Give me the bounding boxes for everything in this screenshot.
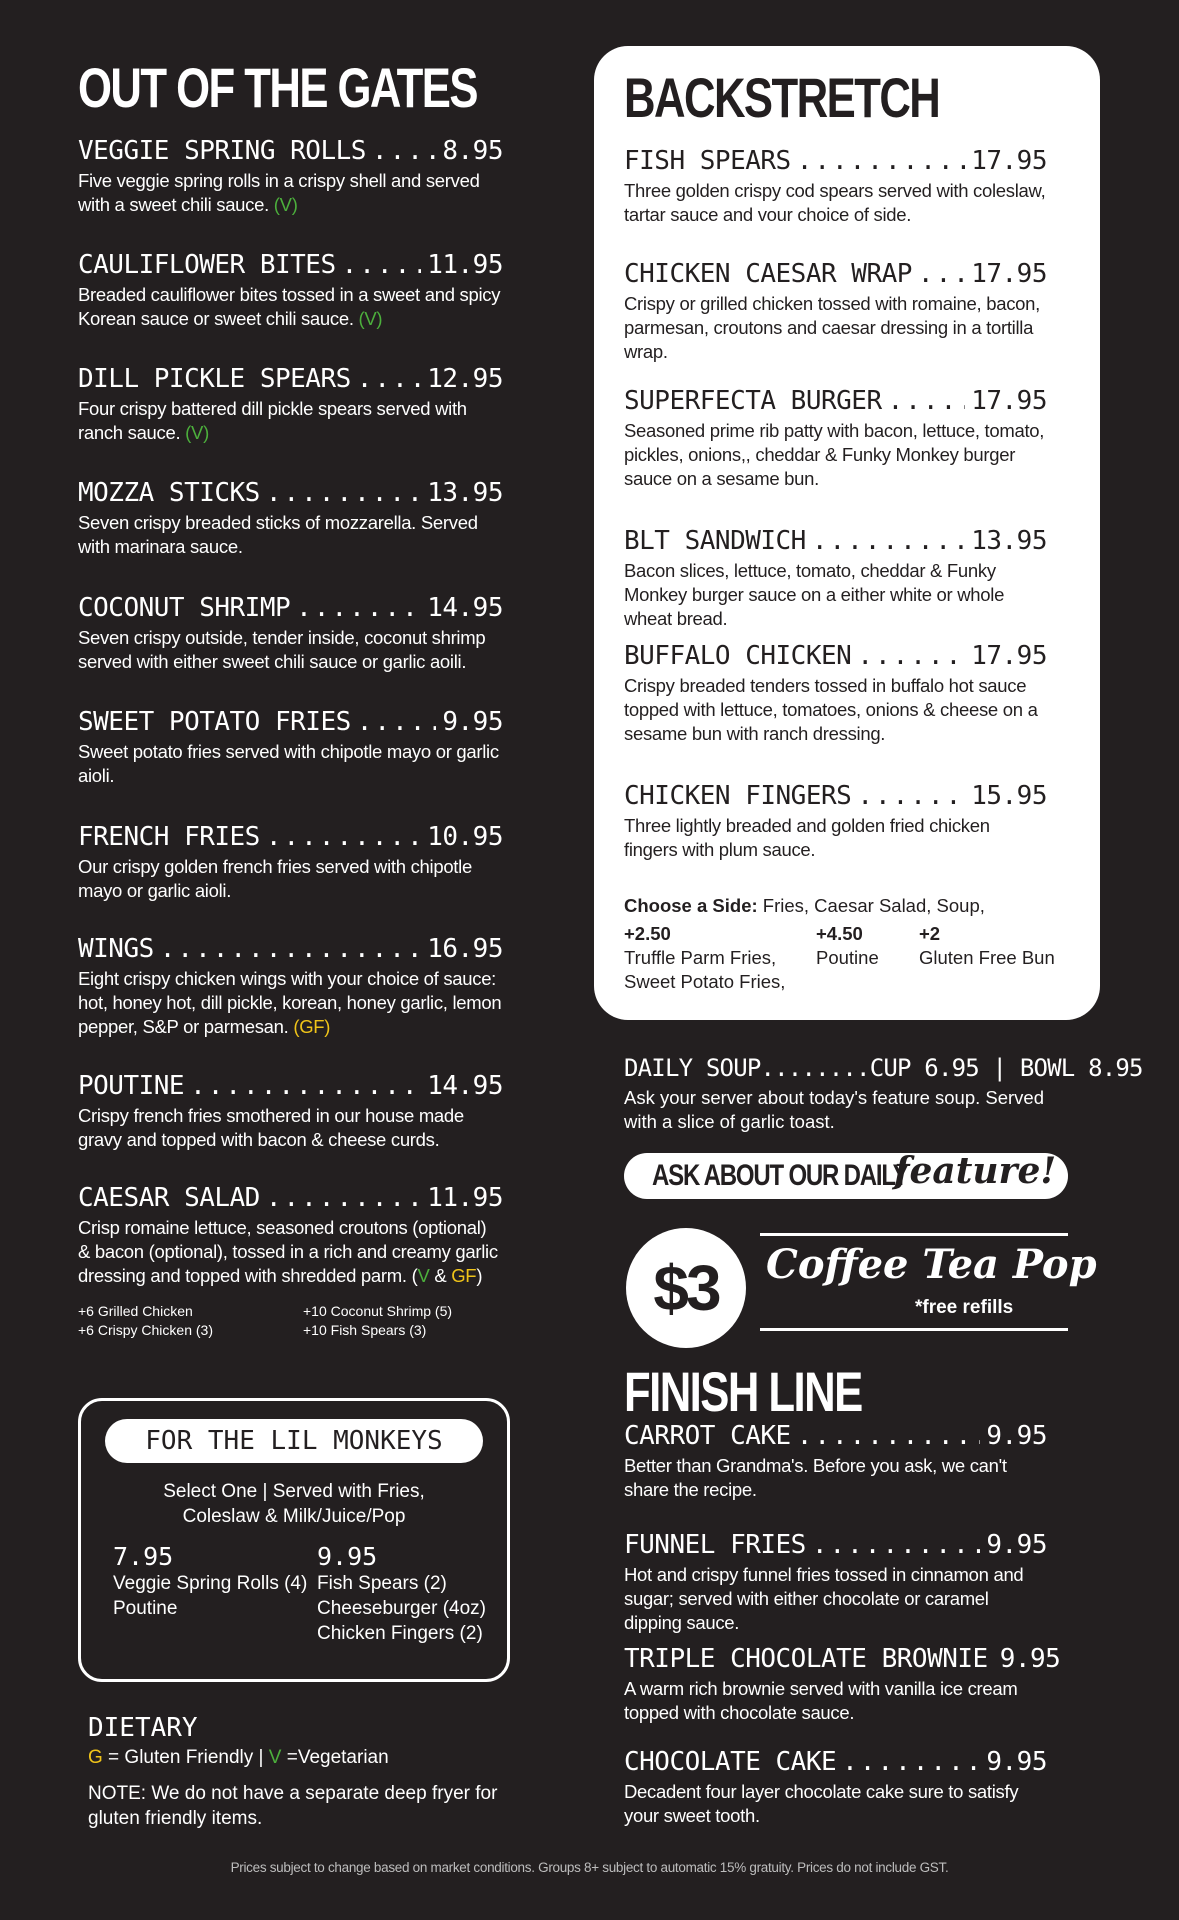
item-price: 14.95 <box>427 1071 503 1101</box>
menu-item-veggie-spring-rolls <box>78 136 503 217</box>
footer-disclaimer: Prices subject to change based on market conditions. Groups 8+ subject to automatic 15% gratuity. Prices do not include GST. <box>230 1860 949 1875</box>
drinks-price-circle: $3 <box>626 1228 746 1348</box>
addon-fish-spears: +10 Fish Spears (3) <box>303 1322 427 1338</box>
leader-dots <box>372 136 436 166</box>
item-price: 9.95 <box>986 1530 1047 1560</box>
item-description: Four crispy battered dill pickle spears served with ranch sauce. (V) <box>78 398 467 443</box>
item-price: 15.95 <box>971 781 1047 811</box>
menu-item-chocolate-cake <box>624 1747 1047 1828</box>
item-name: WINGS <box>78 934 154 964</box>
menu-item-funnel-fries <box>624 1530 1047 1635</box>
daily-feature-text: ASK ABOUT OUR DAILY <box>652 1159 908 1192</box>
side-upgrade-3: +2 Gluten Free Bun <box>919 923 1055 968</box>
side-upgrade-2: +4.50 Poutine <box>816 923 879 968</box>
leader-dots <box>357 707 437 737</box>
item-price: 17.95 <box>971 641 1047 671</box>
backstretch-panel <box>594 46 1100 1020</box>
daily-feature-banner <box>624 1150 1068 1199</box>
item-price: 9.95 <box>986 1421 1047 1451</box>
leader-dots <box>266 1183 421 1213</box>
drinks-bottom-rule <box>760 1328 1068 1331</box>
item-price: 12.95 <box>427 364 503 394</box>
item-name: POUTINE <box>78 1071 185 1101</box>
vegetarian-tag: V <box>417 1265 430 1286</box>
drinks-note: *free refills <box>915 1297 1014 1318</box>
item-description: Sweet potato fries served with chipotle mayo or garlic aioli. <box>78 741 499 786</box>
vegetarian-tag: (V) <box>273 194 298 215</box>
item-description: Bacon slices, lettuce, tomato, cheddar & Funky Monkey burger sauce on a either white or whole wheat bread. <box>624 560 1005 629</box>
leader-dots: ........ <box>760 1054 870 1082</box>
item-description: Three lightly breaded and golden fried chicken fingers with plum sauce. <box>624 815 990 860</box>
daily-soup <box>624 1053 1143 1134</box>
daily-feature-script: feature! <box>894 1150 1057 1192</box>
item-price: 16.95 <box>427 934 503 964</box>
menu-item-mozza-sticks <box>78 478 503 559</box>
item-description: Decadent four layer chocolate cake sure to satisfy your sweet tooth. <box>624 1781 1019 1826</box>
item-price: 17.95 <box>971 386 1047 416</box>
lil-monkeys-title: FOR THE LIL MONKEYS <box>105 1419 483 1463</box>
section-title-finish-line: FINISH LINE <box>624 1360 862 1423</box>
menu-item-french-fries <box>78 822 503 903</box>
lil-monkeys-item: Chicken Fingers (2) <box>317 1623 483 1644</box>
item-name: TRIPLE CHOCOLATE BROWNIE <box>624 1644 988 1674</box>
item-name: FUNNEL FRIES <box>624 1530 806 1560</box>
dietary-legend: G = Gluten Friendly | V =Vegetarian <box>88 1747 389 1768</box>
lil-monkeys-item: Fish Spears (2) <box>317 1573 447 1594</box>
leader-dots <box>342 250 422 280</box>
item-name: VEGGIE SPRING ROLLS <box>78 136 366 166</box>
side-upgrade-1: +2.50 Truffle Parm Fries, Sweet Potato Fries, <box>624 923 786 992</box>
item-name: MOZZA STICKS <box>78 478 260 508</box>
item-name: CAESAR SALAD <box>78 1183 260 1213</box>
item-price: 9.95 <box>442 707 503 737</box>
daily-soup-description: Ask your server about today's feature soup. Served with a slice of garlic toast. <box>624 1087 1045 1132</box>
addon-coconut-shrimp: +10 Coconut Shrimp (5) <box>303 1303 453 1319</box>
item-description: Our crispy golden french fries served with chipotle mayo or garlic aioli. <box>78 856 472 901</box>
leader-dots <box>918 259 965 289</box>
lil-monkeys-col-1 <box>113 1543 307 1621</box>
item-price: 14.95 <box>427 593 503 623</box>
menu-item-coconut-shrimp <box>78 593 503 674</box>
item-description: Three golden crispy cod spears served with coleslaw, tartar sauce and vour choice of side. <box>624 180 1046 225</box>
item-description: Crispy or grilled chicken tossed with romaine, bacon, parmesan, croutons and caesar dressing in a tortilla wrap. <box>624 293 1040 362</box>
menu-item-triple-chocolate-brownie <box>624 1644 1061 1725</box>
item-description: Crispy french fries smothered in our house made gravy and topped with bacon & cheese curds. <box>78 1105 464 1150</box>
item-name: CHOCOLATE CAKE <box>624 1747 837 1777</box>
menu-item-cauliflower-bites <box>78 250 503 331</box>
daily-soup-name: DAILY SOUP <box>624 1054 761 1082</box>
leader-dots <box>842 1747 980 1777</box>
leader-dots <box>190 1071 421 1101</box>
item-name: DILL PICKLE SPEARS <box>78 364 351 394</box>
section-title-out-of-the-gates: OUT OF THE GATES <box>78 56 477 119</box>
item-price: 11.95 <box>427 250 503 280</box>
leader-dots <box>857 781 965 811</box>
menu-item-blt-sandwich <box>624 526 1047 631</box>
item-description: Eight crispy chicken wings with your choice of sauce: hot, honey hot, dill pickle, korean, honey garlic, lemon pepper, S&P or parmesan. (GF) <box>78 968 502 1037</box>
item-name: CAULIFLOWER BITES <box>78 250 336 280</box>
item-description: Crisp romaine lettuce, seasoned croutons (optional) & bacon (optional), tossed in a rich and creamy garlic dressing and topped with shredded parm. (V & GF) <box>78 1217 498 1286</box>
drinks-top-rule <box>760 1233 1068 1236</box>
addon-grilled-chicken: +6 Grilled Chicken <box>78 1303 193 1319</box>
leader-dots <box>857 641 965 671</box>
item-name: BLT SANDWICH <box>624 526 806 556</box>
lil-monkeys-item: Veggie Spring Rolls (4) <box>113 1573 308 1594</box>
item-price: 17.95 <box>971 259 1047 289</box>
lil-monkeys-subtitle: Select One | Served with Fries, Coleslaw & Milk/Juice/Pop <box>163 1481 425 1527</box>
item-description: Seven crispy outside, tender inside, coconut shrimp served with either sweet chili sauce or garlic aoili. <box>78 627 486 672</box>
menu-item-chicken-fingers <box>624 781 1047 862</box>
item-price: 9.95 <box>986 1747 1047 1777</box>
vegetarian-tag: (V) <box>185 422 209 443</box>
item-price: 9.95 <box>999 1644 1061 1674</box>
item-description: Seven crispy breaded sticks of mozzarella. Served with marinara sauce. <box>78 512 478 557</box>
leader-dots <box>266 478 421 508</box>
vegetarian-tag: (V) <box>358 308 383 329</box>
item-name: SUPERFECTA BURGER <box>624 386 882 416</box>
item-description: Seasoned prime rib patty with bacon, lettuce, tomato, pickles, onions,, cheddar & Funky Monkey burger sauce on a sesame bun. <box>624 420 1045 489</box>
leader-dots <box>797 1421 981 1451</box>
item-price: 17.95 <box>971 146 1047 176</box>
leader-dots <box>797 146 966 176</box>
choose-a-side: Choose a Side: Fries, Caesar Salad, Soup, <box>624 895 985 916</box>
item-price: 8.95 <box>442 136 503 166</box>
leader-dots <box>160 934 421 964</box>
item-name: CHICKEN FINGERS <box>624 781 852 811</box>
leader-dots <box>296 593 421 623</box>
lil-monkeys-col-2 <box>317 1543 486 1646</box>
menu-item-caesar-salad <box>78 1183 503 1288</box>
item-name: BUFFALO CHICKEN <box>624 641 852 671</box>
menu-item-wings <box>78 934 503 1039</box>
item-description: A warm rich brownie served with vanilla ice cream topped with chocolate sauce. <box>624 1678 1018 1723</box>
menu-item-chicken-caesar-wrap <box>624 259 1047 364</box>
menu-item-dill-pickle-spears <box>78 364 503 445</box>
addons-col-2 <box>303 1302 452 1340</box>
lil-monkeys-price-2: 9.95 <box>317 1542 378 1571</box>
leader-dots <box>357 364 421 394</box>
item-name: FRENCH FRIES <box>78 822 260 852</box>
dietary-title: DIETARY <box>88 1713 198 1743</box>
menu-item-fish-spears <box>624 146 1047 227</box>
item-description: Breaded cauliflower bites tossed in a sweet and spicy Korean sauce or sweet chili sauce. (V) <box>78 284 501 329</box>
menu-item-buffalo-chicken <box>624 641 1047 746</box>
addon-crispy-chicken: +6 Crispy Chicken (3) <box>78 1322 213 1338</box>
item-description: Five veggie spring rolls in a crispy shell and served with a sweet chili sauce. (V) <box>78 170 480 215</box>
item-description: Better than Grandma's. Before you ask, we can't share the recipe. <box>624 1455 1007 1500</box>
item-name: COCONUT SHRIMP <box>78 593 291 623</box>
item-price: 10.95 <box>427 822 503 852</box>
menu-item-sweet-potato-fries <box>78 707 503 788</box>
menu-item-carrot-cake <box>624 1421 1047 1502</box>
dietary-note: NOTE: We do not have a separate deep fryer for gluten friendly items. <box>88 1783 498 1829</box>
lil-monkeys-price-1: 7.95 <box>113 1542 174 1571</box>
item-description: Hot and crispy funnel fries tossed in cinnamon and sugar; served with either chocolate or caramel dipping sauce. <box>624 1564 1024 1633</box>
lil-monkeys-item: Poutine <box>113 1598 178 1619</box>
item-price: 13.95 <box>971 526 1047 556</box>
leader-dots <box>812 526 965 556</box>
gluten-friendly-tag: GF <box>451 1265 477 1286</box>
section-title-backstretch: BACKSTRETCH <box>624 66 940 129</box>
addons-col-1 <box>78 1302 213 1340</box>
item-name: CARROT CAKE <box>624 1421 791 1451</box>
menu-item-superfecta-burger <box>624 386 1047 491</box>
drinks-text: Coffee Tea Pop <box>766 1241 1097 1288</box>
item-price: 13.95 <box>427 478 503 508</box>
leader-dots <box>888 386 966 416</box>
menu-item-poutine <box>78 1071 503 1152</box>
leader-dots <box>812 1530 981 1560</box>
item-description: Crispy breaded tenders tossed in buffalo hot sauce topped with lettuce, tomatoes, onions & cheese on a sesame bun with ranch dressing. <box>624 675 1038 744</box>
dietary-section <box>88 1713 528 1831</box>
item-name: CHICKEN CAESAR WRAP <box>624 259 912 289</box>
lil-monkeys-box <box>78 1398 510 1682</box>
item-name: FISH SPEARS <box>624 146 791 176</box>
daily-soup-price: CUP 6.95 | BOWL 8.95 <box>869 1054 1143 1082</box>
item-name: SWEET POTATO FRIES <box>78 707 351 737</box>
lil-monkeys-item: Cheeseburger (4oz) <box>317 1598 486 1619</box>
item-price: 11.95 <box>427 1183 503 1213</box>
leader-dots <box>266 822 421 852</box>
gluten-friendly-tag: (GF) <box>293 1016 331 1037</box>
